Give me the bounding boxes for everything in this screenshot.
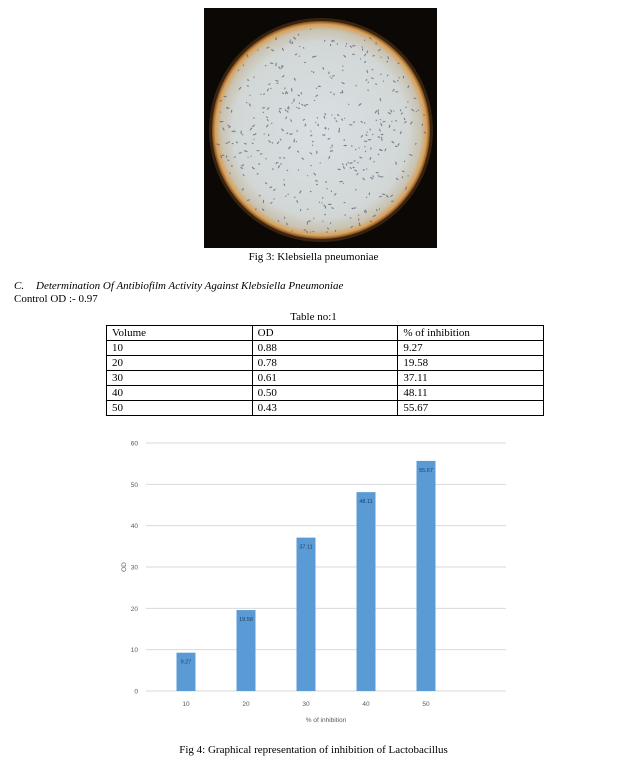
- control-od-text: Control OD :- 0.97: [14, 293, 98, 305]
- table-row: [107, 401, 544, 416]
- table-cell: 55.67: [398, 401, 544, 416]
- bacterium-speck: [380, 176, 384, 177]
- y-axis-title: OD: [121, 562, 128, 572]
- bar: [297, 538, 316, 691]
- table-cell: 0.50: [252, 386, 398, 401]
- bar: [417, 461, 436, 691]
- x-tick-label: 10: [182, 701, 190, 708]
- figure-4-caption: Fig 4: Graphical representation of inhibition of Lactobacillus: [179, 744, 448, 756]
- bacterium-speck: [376, 42, 377, 44]
- bar-data-label: 48.11: [359, 499, 373, 506]
- bacterium-speck: [330, 92, 332, 93]
- table-cell: 19.58: [398, 356, 544, 371]
- table-header-cell: % of inhibition: [398, 326, 544, 341]
- y-tick-label: 20: [130, 605, 138, 613]
- table-row: [107, 356, 544, 371]
- bar-data-label: 37.11: [299, 544, 313, 551]
- table-cell: 0.78: [252, 356, 398, 371]
- section-number: C.: [14, 280, 25, 292]
- y-tick-label: 0: [134, 688, 138, 696]
- table-row: [107, 341, 544, 356]
- y-tick-label: 40: [130, 523, 138, 531]
- bacterium-speck: [331, 41, 333, 42]
- table-cell: 30: [107, 371, 253, 386]
- inhibition-bar-chart: [106, 433, 526, 733]
- table-cell: 9.27: [398, 341, 544, 356]
- x-tick-label: 30: [302, 701, 310, 708]
- bacterium-speck: [368, 139, 372, 140]
- table-header-row: [107, 326, 544, 341]
- table-cell: 48.11: [398, 386, 544, 401]
- table-cell: 0.61: [252, 371, 398, 386]
- bar: [357, 492, 376, 691]
- x-axis-title: % of inhibition: [305, 717, 347, 724]
- table-cell: 10: [107, 341, 253, 356]
- inhibition-table: [106, 325, 544, 416]
- table-header-cell: OD: [252, 326, 398, 341]
- y-tick-label: 60: [130, 440, 138, 448]
- bar-data-label: 19.58: [239, 617, 253, 624]
- table-cell: 40: [107, 386, 253, 401]
- table-cell: 37.11: [398, 371, 544, 386]
- section-title: Determination Of Antibiofilm Activity Against Klebsiella Pneumoniae: [36, 280, 344, 292]
- table-cell: 0.88: [252, 341, 398, 356]
- bar-data-label: 9.27: [180, 659, 192, 666]
- bar-data-label: 55.67: [419, 467, 433, 474]
- table-row: [107, 386, 544, 401]
- y-tick-label: 30: [130, 564, 138, 572]
- table-cell: 50: [107, 401, 253, 416]
- x-tick-label: 20: [242, 701, 250, 708]
- bar: [177, 653, 196, 691]
- table-row: [107, 371, 544, 386]
- section-heading: [14, 280, 343, 292]
- x-tick-label: 40: [362, 701, 370, 708]
- table-cell: 0.43: [252, 401, 398, 416]
- figure-3-caption: Fig 3: Klebsiella pneumoniae: [248, 251, 379, 263]
- micrograph-image: [204, 8, 437, 248]
- chart-svg: [106, 433, 526, 733]
- table-title: Table no:1: [290, 311, 337, 323]
- y-tick-label: 10: [130, 647, 138, 655]
- x-tick-label: 50: [422, 701, 430, 708]
- y-tick-label: 50: [130, 481, 138, 489]
- table-cell: 20: [107, 356, 253, 371]
- table-header-cell: Volume: [107, 326, 253, 341]
